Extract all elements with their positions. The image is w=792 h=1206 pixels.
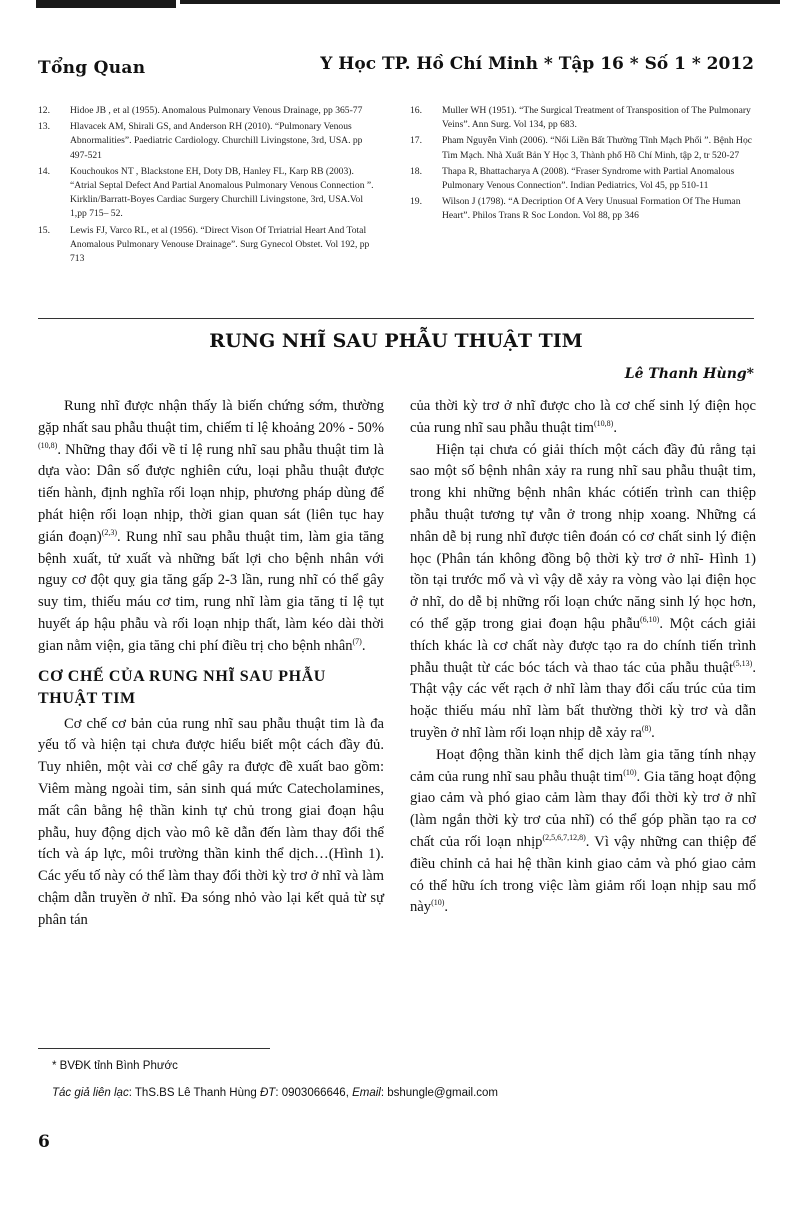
section-label: Tổng Quan — [38, 58, 146, 78]
reference-list-left — [38, 104, 376, 268]
affiliation-footnote: * BVĐK tỉnh Bình Phước — [52, 1060, 178, 1072]
reference-item: 13. Hlavacek AM, Shirali GS, and Anderson RH (2010). “Pulmonary Venous Abnormalities”. Paediatric Cardiology. Churchill Livingstone, 3rd, USA. pp 497-521 — [38, 121, 363, 161]
intro-paragraph: Rung nhĩ được nhận thấy là biến chứng sớm, thường gặp nhất sau phẫu thuật tim, chiếm tỉ lệ khoảng 20% - 50%$^{(10,8)}$. Những thay đổi về tỉ lệ rung nhĩ sau phẫu thuật tim là dựa vào: Dân số được nghiên cứu, loại phẫu thuật được tiến hành, định nghĩa rối loạn nhịp, phương pháp dùng để phát hiện rối loạn nhịp, thời gian quan sát (liên tục hay gián đoạn)$^{(2,3)}$. Rung nhĩ sau phẫu thuật tim, làm gia tăng bệnh xuất, tử xuất và những bất lợi cho bệnh nhân với nguy cơ đột quỵ gia tăng gấp 2-3 lần, rung nhĩ có thể gây suy tim, thiếu máu cơ tim, rung nhĩ làm gia tăng tỉ lệ tụt huyết áp hậu phẫu và rối loạn nhịp thất, làm kéo dài thời gian nằm viện, gia tăng chi phí điều trị cho bệnh nhân$^{(7)}$. — [38, 398, 384, 654]
journal-info: Y Học TP. Hồ Chí Minh * Tập 16 * Số 1 * 2012 — [320, 54, 754, 74]
continued-paragraph: của thời kỳ trơ ở nhĩ được cho là cơ chế sinh lý điện học của rung nhĩ sau phẫu thuật tim$^{(10,8)}$. — [410, 398, 756, 436]
reference-item: 16. Muller WH (1951). “The Surgical Treatment of Transposition of The Pulmonary Veins”. Ann Surg. Vol 134, pp 683. — [410, 105, 751, 131]
reference-item: 14. Kouchoukos NT , Blackstone EH, Doty DB, Hanley FL, Karp RB (2003). “Atrial Septal Defect And Partial Anomalous Pulmonary Venous Connection ”. Kirklin/Barratt-Boyes Cardiac Surgery Churchill Livingstone, 3rd, USA.Vol 1,pp 715– 52. — [38, 165, 374, 220]
reference-item: 19. Wilson J (1798). “A Decription Of A Very Unusual Formation Of The Human Heart”. Philos Trans R Soc London. Vol 88, pp 346 — [410, 196, 741, 222]
article-title: RUNG NHĨ SAU PHẪU THUẬT TIM — [209, 330, 583, 352]
contact-footnote: Tác giả liên lạc: ThS.BS Lê Thanh Hùng ĐT: 0903066646, Email: bshungle@gmail.com — [52, 1087, 499, 1099]
section-heading: CƠ CHẾ CỦA RUNG NHĨ SAU PHẪU THUẬT TIM — [38, 667, 326, 707]
footnote-divider — [38, 1048, 270, 1049]
reference-item: 17. Pham Nguyễn Vinh (2006). “Nối Liền Bất Thường Tĩnh Mạch Phổi ”. Bệnh Học Tim Mạch. Nhà Xuất Bản Y Học 3, Thành phố Hồ Chí Minh, tập 2, tr 520-27 — [410, 135, 752, 161]
section-divider — [38, 318, 754, 319]
page-number: 6 — [38, 1132, 50, 1152]
reference-list-right — [410, 104, 756, 226]
email-address: : bshungle@gmail.com — [380, 1087, 499, 1099]
neurohumoral-paragraph: Hoạt động thần kinh thể dịch làm gia tăng tính nhạy cảm của rung nhĩ sau phẫu thuật tim$^{(10)}$. Gia tăng hoạt động giao cảm và phó giao cảm làm thay đổi thời kỳ trơ ở nhĩ (làm ngắn thời kỳ trơ của nhĩ) có thể góp phần tạo ra cơ chất của rối loạn nhịp$^{(2,5,6,7,12,8)}$. Vì vậy những can thiệp để điều chỉnh cả hai hệ thần kinh giao cảm và phó giao cảm có thể hữu ích trong việc làm giảm rối loạn nhịp sau mổ này$^{(10)}$. — [410, 746, 757, 916]
header-rule — [180, 0, 780, 4]
reference-item: 15. Lewis FJ, Varco RL, et al (1956). “Direct Vison Of Trriatrial Heart And Total Anomalous Pulmonary Venouse Drainage”. Surg Gynecol Obstet. Vol 192, pp 713 — [38, 224, 370, 265]
explanation-paragraph: Hiện tại chưa có giải thích một cách đầy đủ rằng tại sao một số bệnh nhân xảy ra rung nhĩ sau phẫu thuật tim, trong khi những bệnh nhân khác cótiến trình can thiệp phẫu thuật tương tự vẫn ở trong nhịp xoang. Những cá nhân dễ bị rung nhĩ được tiên đoán có cơ chất sinh lý điện học (Phân tán không đồng bộ thời kỳ trơ ở nhĩ- Hình 1) tồn tại trước mổ và vì vậy dễ xảy ra vòng vào lại điện học ở nhĩ, do dễ bị những rối loạn chức năng sinh lý học hơn, có thể gặp trong giai đoạn hậu phẫu$^{(6,10)}$. Một cách giải thích khác là cơ chất này được tạo ra do chính tiến trình phẫu thuật từ các bóc tách và thao tác của phẫu thuật$^{(5,13)}$. Thật vậy các vết rạch ở nhĩ làm thay đổi cấu trúc của tim hoặc thiếu máu nhĩ làm bất thường thời kỳ trơ và dẫn truyền ở nhĩ làm rối loạn nhịp dễ xảy $ra^{(8)}$. — [410, 441, 756, 741]
body-column-left — [38, 396, 384, 932]
body-column-right — [410, 396, 756, 919]
mechanism-paragraph: Cơ chế cơ bản của rung nhĩ sau phẫu thuật tim là đa yếu tố và hiện tại chưa được hiểu biết một cách đầy đủ. Tuy nhiên, một vài cơ chế gây ra được đề xuất bao gồm: Viêm màng ngoài tim, sản sinh quá mức Catecholamines, mất cân bằng hệ thần kinh tự chủ trong giai đoạn hậu phẫu, huy động dịch vào mô kẽ dẫn đến làm thay đổi thể tích và áp lực, môi trường thần kinh thể dịch…(Hình 1). Các yếu tố này có thể làm thay đổi thời kỳ trơ ở nhĩ và làm chậm dẫn truyền ở nhĩ. Đa sóng nhỏ vào lại kết quả từ sự phân tán — [38, 715, 384, 928]
header-bar — [36, 0, 176, 8]
reference-item: 18. Thapa R, Bhattacharya A (2008). “Fraser Syndrome with Partial Anomalous Pulmonary Venous Connection”. Indian Pediatrics, Vol 45, pp 510-11 — [410, 165, 735, 192]
reference-item: 12. Hidoe JB , et al (1955). Anomalous Pulmonary Venous Drainage, pp 365-77 — [38, 105, 363, 116]
article-author: Lê Thanh Hùng* — [624, 366, 754, 382]
